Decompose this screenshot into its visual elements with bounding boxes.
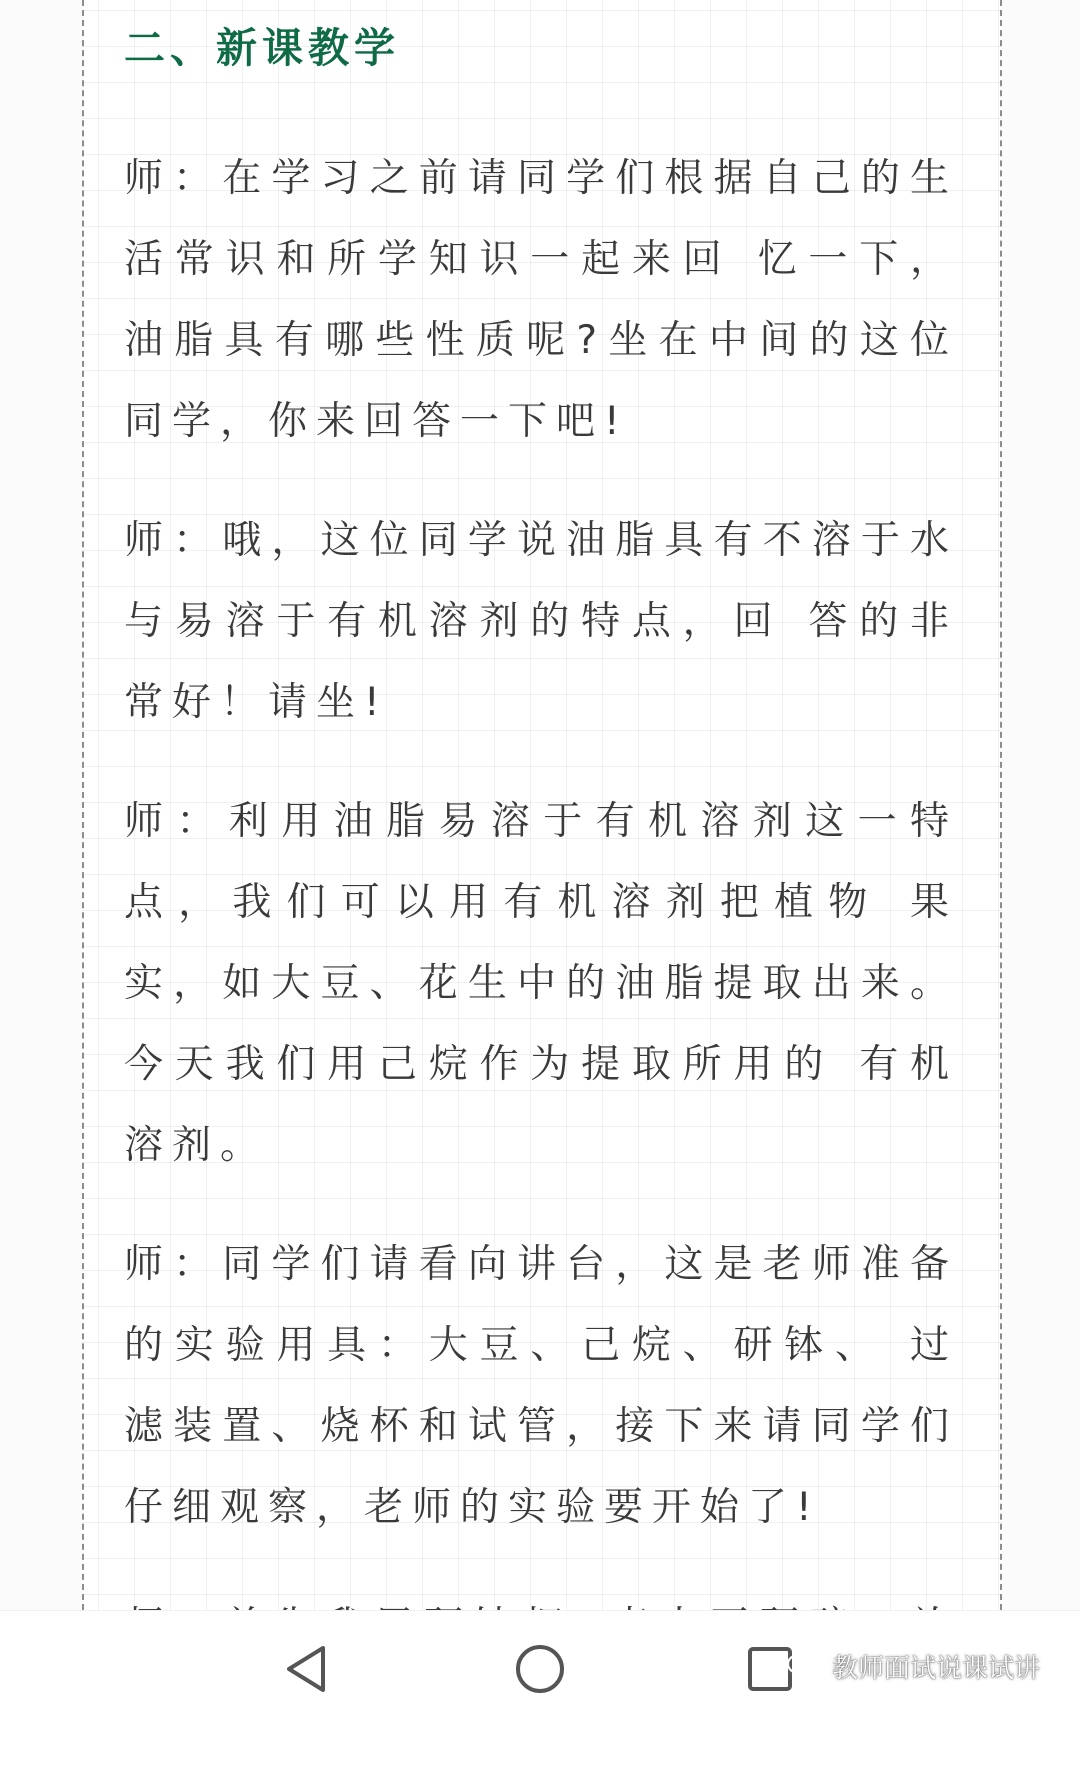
back-button[interactable] — [278, 1641, 334, 1697]
triangle-back-icon — [283, 1644, 329, 1694]
watermark-text: 教师面试说课试讲 — [831, 1653, 1040, 1683]
section-heading: 二、新课教学 — [124, 24, 400, 72]
home-button[interactable] — [512, 1641, 568, 1697]
paragraph-2: 师：哦，这位同学说油脂具有不溶于水与易溶于有机溶剂的特点，回 答的非常好！请坐! — [124, 518, 958, 725]
watermark — [786, 1648, 1040, 1685]
paragraph-1: 师：在学习之前请同学们根据自己的生活常识和所学知识一起来回 忆一下，油脂具有哪些性质呢?坐在中间的这位同学，你来回答一下吧! — [124, 156, 958, 444]
paragraph-4: 师：同学们请看向讲台，这是老师准备的实验用具：大豆、己烷、研钵、 过滤装置、烧杯和试管，接下来请同学们仔细观察，老师的实验要开始了! — [124, 1242, 958, 1530]
article-content — [124, 18, 958, 1786]
wechat-icon — [786, 1652, 822, 1682]
circle-home-icon — [514, 1643, 566, 1695]
paragraph-3: 师：利用油脂易溶于有机溶剂这一特点，我们可以用有机溶剂把植物 果实，如大豆、花生中的油脂提取出来。今天我们用己烷作为提取所用的 有机溶剂。 — [124, 799, 958, 1168]
